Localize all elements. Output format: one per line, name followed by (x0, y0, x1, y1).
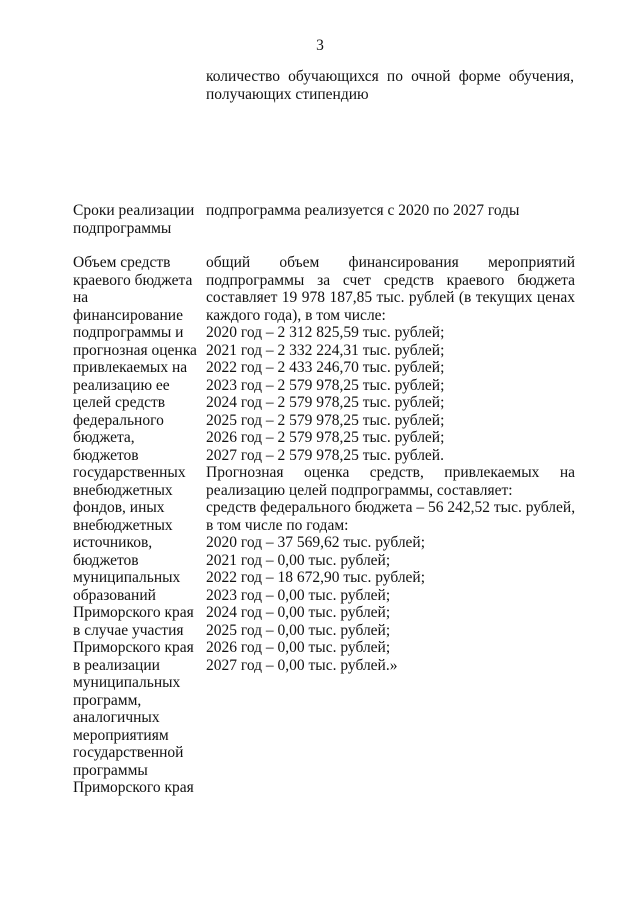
value-line: реализацию целей подпрограммы, составляет: (206, 481, 513, 499)
label-line: аналогичных (73, 709, 160, 726)
label-line: мероприятиям (73, 726, 169, 744)
value-line: 2025 год – 0,00 тыс. рублей; (206, 621, 391, 639)
label-line: Объем средств (73, 254, 171, 271)
value-line: 2023 год – 0,00 тыс. рублей; (206, 586, 391, 604)
label-line: Сроки реализации (73, 202, 195, 219)
label-line: государственных (73, 464, 186, 481)
value-line: 2026 год – 2 579 978,25 тыс. рублей; (206, 429, 445, 446)
page-number: 3 (316, 37, 324, 54)
value-line: каждого года), в том числе: (206, 306, 386, 324)
value-line: Прогнозная оценка средств, привлекаемых на (206, 464, 575, 481)
label-line: в реализации (73, 656, 160, 674)
label-line: образований (73, 586, 156, 604)
label-line: программы (73, 761, 148, 779)
label-line: государственной (73, 744, 184, 761)
label-line: целей средств (73, 394, 166, 411)
value-line: 2024 год – 0,00 тыс. рублей; (206, 604, 391, 621)
value-line: 2022 год – 18 672,90 тыс. рублей; (206, 569, 426, 586)
value-line: 2026 год – 0,00 тыс. рублей; (206, 639, 391, 656)
label-line: Приморского края (73, 639, 194, 656)
value-line: 2020 год – 37 569,62 тыс. рублей; (206, 534, 426, 551)
row-value-terms (206, 202, 575, 220)
value-line: 2022 год – 2 433 246,70 тыс. рублей; (206, 359, 445, 376)
value-line: 2021 год – 0,00 тыс. рублей; (206, 551, 391, 569)
label-line: внебюджетных (73, 516, 173, 534)
value-line: подпрограммы за счет средств краевого бюджета (206, 271, 575, 289)
value-line: общий объем финансирования мероприятий (206, 254, 575, 271)
label-line: фондов, иных (73, 499, 165, 516)
label-line: Приморского края (73, 779, 194, 796)
label-line: источников, (73, 534, 153, 551)
value-line: 2024 год – 2 579 978,25 тыс. рублей; (206, 394, 445, 411)
label-line: Приморского края (73, 604, 194, 621)
value-line: 2027 год – 2 579 978,25 тыс. рублей. (206, 446, 444, 464)
label-line: в случае участия (73, 621, 184, 639)
value-line: средств федерального бюджета – 56 242,52 тыс. рублей, (206, 499, 576, 516)
top-text-line: количество обучающихся по очной форме обучения, (206, 68, 574, 85)
value-line: 2021 год – 2 332 224,31 тыс. рублей; (206, 341, 445, 359)
label-line: привлекаемых на (73, 359, 188, 376)
label-line: подпрограммы (73, 219, 172, 237)
label-line: прогнозная оценка (73, 341, 197, 359)
label-line: на (73, 289, 89, 306)
row-value-volume (206, 254, 575, 674)
label-line: бюджета, (73, 429, 135, 446)
label-line: муниципальных (73, 569, 181, 586)
label-line: бюджетов (73, 551, 139, 569)
value-line: подпрограмма реализуется с 2020 по 2027 годы (206, 202, 520, 219)
value-line: составляет 19 978 187,85 тыс. рублей (в текущих ценах (206, 289, 575, 306)
label-line: реализацию ее (73, 376, 170, 394)
label-line: внебюджетных (73, 481, 173, 499)
label-line: программ, (73, 691, 142, 709)
value-line: 2025 год – 2 579 978,25 тыс. рублей; (206, 411, 445, 429)
top-text-line: получающих стипендию (206, 85, 369, 103)
top-text-block (206, 68, 574, 103)
label-line: бюджетов (73, 446, 139, 464)
value-line: 2023 год – 2 579 978,25 тыс. рублей; (206, 376, 445, 394)
row-label-terms (73, 202, 197, 237)
label-line: федерального (73, 411, 164, 429)
label-line: подпрограммы и (73, 324, 184, 341)
value-line: в том числе по годам: (206, 516, 349, 534)
value-line: 2027 год – 0,00 тыс. рублей.» (206, 656, 398, 674)
label-line: финансирование (73, 306, 183, 324)
row-label-volume (73, 254, 197, 797)
label-line: муниципальных (73, 674, 181, 691)
value-line: 2020 год – 2 312 825,59 тыс. рублей; (206, 324, 445, 341)
label-line: краевого бюджета (73, 271, 193, 289)
